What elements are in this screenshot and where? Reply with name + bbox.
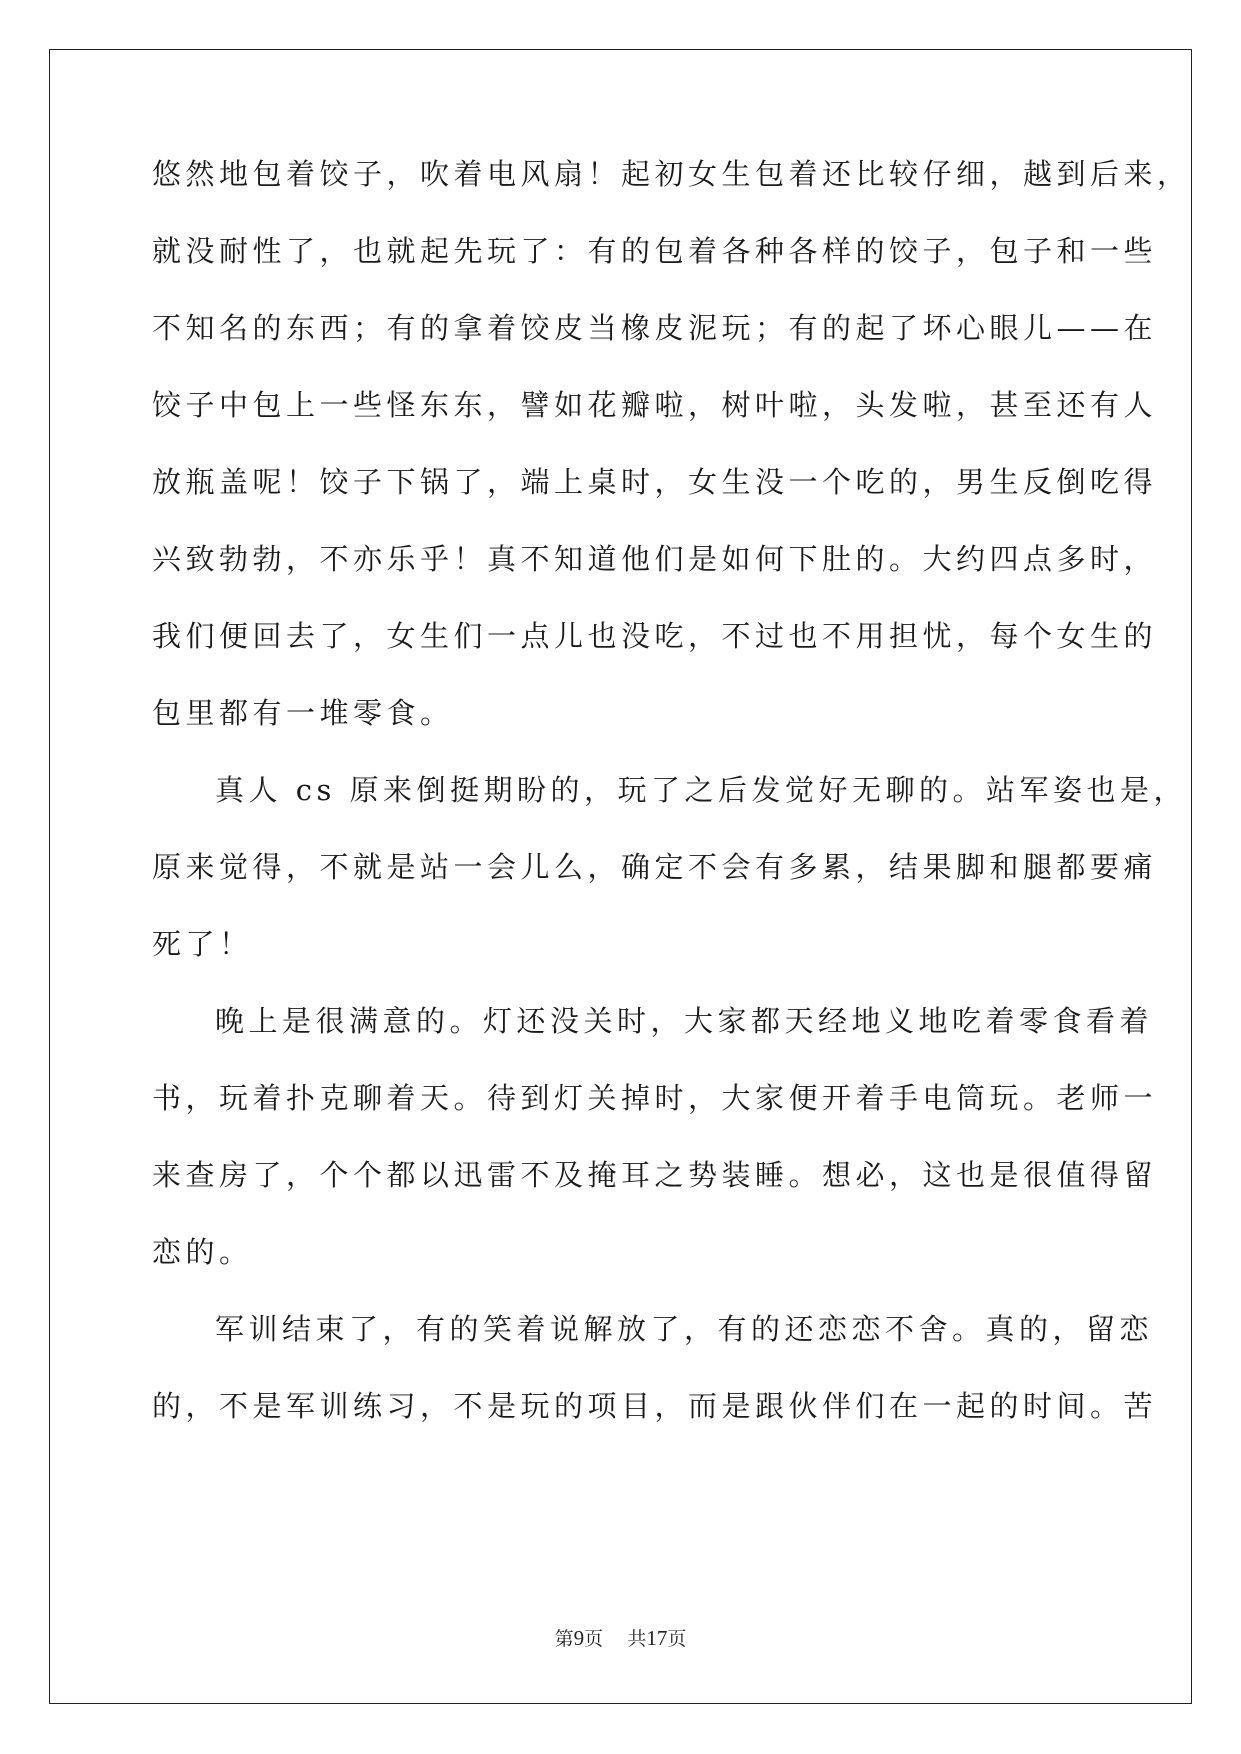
total-pages: 17 — [646, 1626, 668, 1650]
text-line: 悠然地包着饺子，吹着电风扇！起初女生包着还比较仔细，越到后来， — [152, 157, 1191, 191]
text-line: 饺子中包上一些怪东东，譬如花瓣啦，树叶啦，头发啦，甚至还有人 — [152, 388, 1158, 422]
text-line: 恋的。 — [152, 1235, 253, 1269]
total-prefix: 共 — [627, 1628, 647, 1650]
text-line: 来查房了，个个都以迅雷不及掩耳之势装睡。想必，这也是很值得留 — [152, 1158, 1158, 1192]
text-line: 原来觉得，不就是站一会儿么，确定不会有多累，结果脚和腿都要痛 — [152, 850, 1158, 884]
total-suffix: 页 — [667, 1628, 687, 1650]
paragraph-first-line: 军训结束了，有的笑着说解放了，有的还恋恋不舍。真的，留恋 — [215, 1312, 1154, 1346]
text-line: 包里都有一堆零食。 — [152, 696, 454, 730]
text-line: 不知名的东西；有的拿着饺皮当橡皮泥玩；有的起了坏心眼儿——在 — [152, 311, 1158, 345]
text-line: 兴致勃勃，不亦乐乎！真不知道他们是如何下肚的。大约四点多时， — [152, 542, 1158, 576]
text-line: 书，玩着扑克聊着天。待到灯关掉时，大家便开着手电筒玩。老师一 — [152, 1081, 1158, 1115]
page-prefix: 第 — [554, 1628, 574, 1650]
text-line: 放瓶盖呢！饺子下锅了，端上桌时，女生没一个吃的，男生反倒吃得 — [152, 465, 1158, 499]
page-number: 9 — [573, 1626, 585, 1650]
page-suffix: 页 — [584, 1628, 604, 1650]
page-footer — [0, 1624, 1241, 1651]
text-line: 的，不是军训练习，不是玩的项目，而是跟伙伴们在一起的时间。苦 — [152, 1389, 1158, 1423]
text-line: 死了！ — [152, 927, 253, 961]
text-line: 就没耐性了，也就起先玩了：有的包着各种各样的饺子，包子和一些 — [152, 234, 1158, 268]
paragraph-first-line: 真人 cs 原来倒挺期盼的，玩了之后发觉好无聊的。站军姿也是， — [215, 773, 1188, 807]
paragraph-first-line: 晚上是很满意的。灯还没关时，大家都天经地义地吃着零食看着 — [215, 1004, 1154, 1038]
text-line: 我们便回去了，女生们一点儿也没吃，不过也不用担忧，每个女生的 — [152, 619, 1158, 653]
